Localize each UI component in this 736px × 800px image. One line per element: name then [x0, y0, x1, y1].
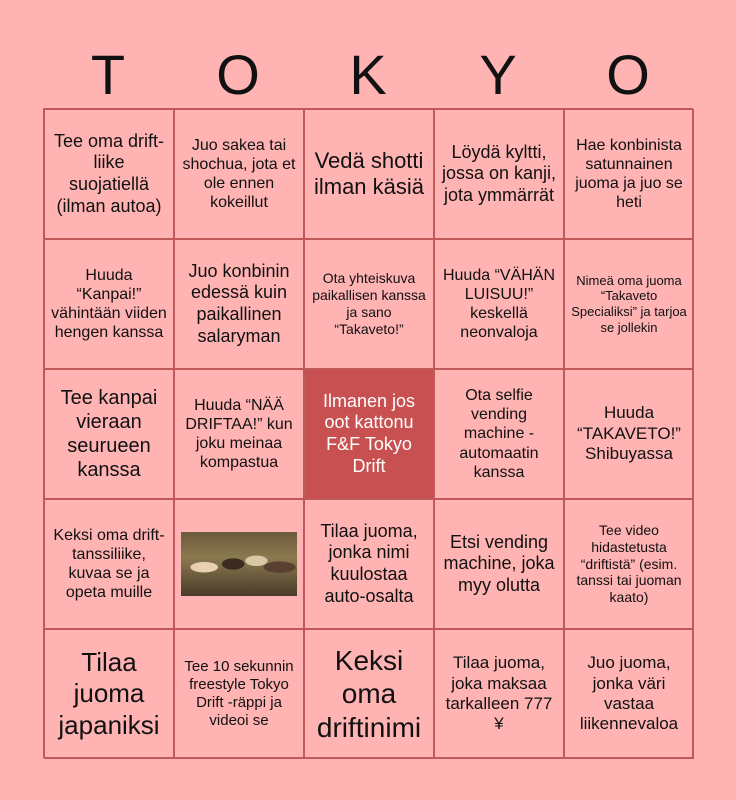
bingo-cell-2[interactable]: Juo sakea tai shochua, jota et ole ennen kokeillut: [174, 109, 304, 239]
bingo-cell-18[interactable]: Tilaa juoma, jonka nimi kuulostaa auto-osalta: [304, 499, 434, 629]
bingo-cell-15[interactable]: Huuda “TAKAVETO!” Shibuyassa: [564, 369, 694, 499]
bingo-cell-19[interactable]: Etsi vending machine, joka myy olutta: [434, 499, 564, 629]
bingo-cell-9[interactable]: Huuda “VÄHÄN LUISUU!” keskellä neonvaloja: [434, 239, 564, 369]
header-letter-3: K: [349, 42, 387, 106]
bingo-cell-8[interactable]: Ota yhteiskuva paikallisen kanssa ja sano “Takaveto!”: [304, 239, 434, 369]
bingo-cell-14[interactable]: Ota selfie vending machine -automaatin kanssa: [434, 369, 564, 499]
bingo-cell-3[interactable]: Vedä shotti ilman käsiä: [304, 109, 434, 239]
bingo-cell-16[interactable]: Keksi oma drift-tanssiliike, kuvaa se ja opeta muille: [44, 499, 174, 629]
free-space-cell[interactable]: Ilmanen jos oot kattonu F&F Tokyo Drift: [304, 369, 434, 499]
bingo-grid: [43, 108, 693, 758]
bingo-cell-5[interactable]: Hae konbinista satunnainen juoma ja juo se heti: [564, 109, 694, 239]
bingo-cell-photo[interactable]: [174, 499, 304, 629]
bingo-cell-20[interactable]: Tee video hidastetusta “driftistä” (esim. tanssi tai juoman kaato): [564, 499, 694, 629]
bingo-cell-21[interactable]: Tilaa juoma japaniksi: [44, 629, 174, 759]
header-letter-2: O: [216, 42, 260, 106]
bingo-cell-7[interactable]: Juo konbinin edessä kuin paikallinen salaryman: [174, 239, 304, 369]
bingo-cell-1[interactable]: Tee oma drift-liike suojatiellä (ilman autoa): [44, 109, 174, 239]
bingo-cell-25[interactable]: Juo juoma, jonka väri vastaa liikennevaloa: [564, 629, 694, 759]
header-letter-4: Y: [479, 42, 517, 106]
bingo-cell-24[interactable]: Tilaa juoma, joka maksaa tarkalleen 777 ¥: [434, 629, 564, 759]
bingo-cell-23[interactable]: Keksi oma driftinimi: [304, 629, 434, 759]
bingo-cell-12[interactable]: Huuda “NÄÄ DRIFTAA!” kun joku meinaa kompastua: [174, 369, 304, 499]
bingo-cell-11[interactable]: Tee kanpai vieraan seurueen kanssa: [44, 369, 174, 499]
tokyo-drift-photo: [181, 532, 297, 596]
header-letter-1: T: [90, 42, 126, 106]
bingo-cell-22[interactable]: Tee 10 sekunnin freestyle Tokyo Drift -räppi ja videoi se: [174, 629, 304, 759]
bingo-cell-6[interactable]: Huuda “Kanpai!” vähintään viiden hengen kanssa: [44, 239, 174, 369]
header-letter-5: O: [606, 42, 650, 106]
bingo-header: [43, 40, 693, 108]
bingo-cell-10[interactable]: Nimeä oma juoma “Takaveto Specialiksi” ja tarjoa se jollekin: [564, 239, 694, 369]
bingo-cell-4[interactable]: Löydä kyltti, jossa on kanji, jota ymmärrät: [434, 109, 564, 239]
